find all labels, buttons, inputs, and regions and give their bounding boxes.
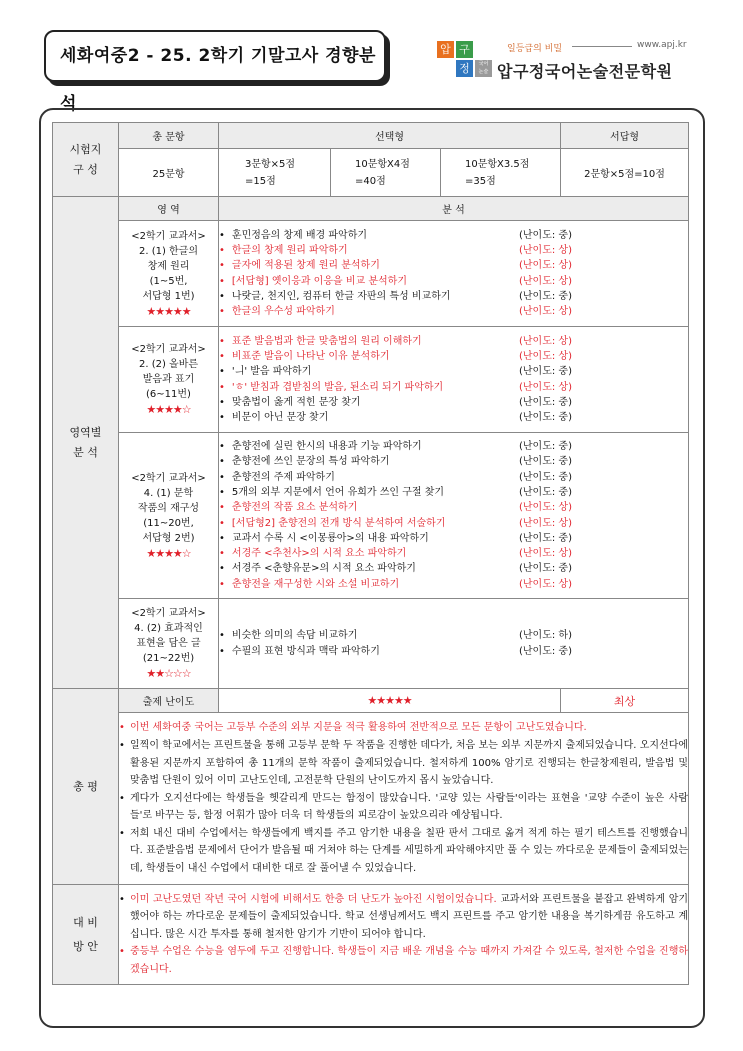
analysis-item <box>219 380 688 395</box>
choice-group-1: 3문항×5점 =15점 <box>219 149 331 197</box>
analysis-item-level: (난이도: 하) <box>519 630 572 642</box>
area-cell <box>119 221 219 327</box>
area-cell <box>119 327 219 433</box>
analysis-item-text: • 춘향전에 쓰인 문장의 특성 파악하기 <box>219 454 509 469</box>
analysis-item-level: (난이도: 중) <box>519 532 572 544</box>
choice-group-2: 10문항X4점 =40점 <box>331 149 441 197</box>
analysis-list <box>219 221 689 327</box>
analysis-item <box>219 628 688 643</box>
analysis-item-level: (난이도: 상) <box>519 502 572 514</box>
analysis-item-text: • 한글의 창제 원리 파악하기 <box>219 243 509 258</box>
analysis-item-text: • 교과서 수록 시 <이몽룡아>의 내용 파악하기 <box>219 531 509 546</box>
analysis-item <box>219 561 688 576</box>
analysis-item <box>219 364 688 379</box>
composition-label: 시험지 구 성 <box>53 123 119 197</box>
analysis-item-text: • 서경주 <춘향유문>의 시적 요소 파악하기 <box>219 561 509 576</box>
area-title: <2학기 교과서> 4. (2) 효과적인 표현을 담은 글 (21~22번) <box>131 608 206 664</box>
logo-block-green: 구 <box>456 41 473 58</box>
area-cell <box>119 433 219 599</box>
logo-url: www.apj.kr <box>637 40 687 50</box>
analysis-item-text: • 5개의 외부 지문에서 언어 유희가 쓰인 구절 찾기 <box>219 485 509 500</box>
difficulty-stars: ★★★★☆ <box>146 403 191 416</box>
analysis-item-text: • 'ㅎ' 받침과 겹받침의 발음, 된소리 되기 파악하기 <box>219 380 509 395</box>
analysis-item-level: (난이도: 중) <box>519 412 572 424</box>
analysis-item-level: (난이도: 상) <box>519 335 572 347</box>
logo-divider <box>572 46 632 47</box>
analysis-item-text: • 춘향전에 실린 한시의 내용과 기능 파악하기 <box>219 439 509 454</box>
plan-bullet: • 이미 고난도였던 작년 국어 시험에 비해서도 한층 더 난도가 높아진 시험이었습니다. 교과서와 프린트물을 붙잡고 완벽하게 암기했어야 하는 까다로운 문제들이 출제되었습니다. 학교 선생님께서도 백지 프린트를 주고 암기한 내용을 복기하게끔 유도하고 계십니다. 많은 시간 투자를 통해 철저한 암기가 기반이 되어야 합니다. <box>119 893 689 940</box>
analysis-item-level: (난이도: 상) <box>519 306 572 318</box>
analysis-item-text: • 비표준 발음이 나타난 이유 분석하기 <box>219 349 509 364</box>
analysis-item-text: • 나랏글, 천지인, 컴퓨터 한글 자판의 특성 비교하기 <box>219 289 509 304</box>
analysis-item-level: (난이도: 중) <box>519 563 572 575</box>
analysis-item-level: (난이도: 상) <box>519 548 572 560</box>
analysis-item-text: • 춘향전의 작품 요소 분석하기 <box>219 500 509 515</box>
analysis-item <box>219 454 688 469</box>
analysis-item-level: (난이도: 중) <box>519 456 572 468</box>
analysis-item-text: • 표준 발음법과 한글 맞춤법의 원리 이해하기 <box>219 334 509 349</box>
analysis-item <box>219 334 688 349</box>
logo-slogan: 일등급의 비밀 <box>507 44 563 54</box>
analysis-label: 영역별 분 석 <box>53 197 119 689</box>
analysis-list <box>219 327 689 433</box>
area-title: <2학기 교과서> 4. (1) 문학 작품의 재구성 (11~20번, 서답형 2번) <box>131 472 206 544</box>
area-title: <2학기 교과서> 2. (1) 한글의 창제 원리 (1~5번, 서답형 1번) <box>131 230 206 302</box>
analysis-item-level: (난이도: 상) <box>519 578 572 590</box>
header-choice: 선택형 <box>219 123 561 149</box>
plan-text <box>119 885 689 985</box>
analysis-item <box>219 258 688 273</box>
analysis-item <box>219 439 688 454</box>
analysis-item <box>219 349 688 364</box>
review-bullet: • 저희 내신 대비 수업에서는 학생들에게 백지를 주고 암기한 내용을 칠판 판서 그대로 옮겨 적게 하는 필기 테스트를 진행했습니다. 표준발음법 문제에서 단어가 발음될 때 거쳐야 하는 단계를 세밀하게 파악해야지만 풀 수 있는 까다로운 문제들이 출제되었는데, 학생들이 내신 수업에서 대비한 대로 잘 풀어낼 수 있었습니다. <box>119 827 689 875</box>
logo-block-blue: 정 <box>456 60 473 77</box>
logo-block-gray: 국어 논술 <box>475 60 492 77</box>
area-cell <box>119 599 219 689</box>
analysis-item-text: • [서답형] 옛이응과 이응을 비교 분석하기 <box>219 274 509 289</box>
analysis-item-text: • 글자에 적용된 창제 원리 분석하기 <box>219 258 509 273</box>
essay-count: 2문항×5점=10점 <box>561 149 689 197</box>
analysis-item-text: • 춘향전을 재구성한 시와 소설 비교하기 <box>219 577 509 592</box>
analysis-item-level: (난이도: 중) <box>519 290 572 302</box>
analysis-item <box>219 228 688 243</box>
analysis-item-text: • 수필의 표현 방식과 맥락 파악하기 <box>219 644 509 659</box>
academy-logo <box>437 33 699 89</box>
analysis-item-level: (난이도: 중) <box>519 396 572 408</box>
analysis-item <box>219 289 688 304</box>
analysis-item-level: (난이도: 중) <box>519 229 572 241</box>
choice-group-3: 10문항X3.5점 =35점 <box>441 149 561 197</box>
analysis-item <box>219 577 688 592</box>
review-label: 총 평 <box>53 689 119 885</box>
analysis-list <box>219 599 689 689</box>
plan-label: 대 비 방 안 <box>53 885 119 985</box>
difficulty-stars: ★★★★★ <box>146 304 191 318</box>
analysis-item-level: (난이도: 중) <box>519 441 572 453</box>
logo-block-orange: 압 <box>437 41 454 58</box>
analysis-item-text: • 한글의 우수성 파악하기 <box>219 304 509 319</box>
analysis-table <box>52 122 689 985</box>
header-essay: 서답형 <box>561 123 689 149</box>
analysis-item-level: (난이도: 상) <box>519 244 572 256</box>
plan-bullet: • 중등부 수업은 수능을 염두에 두고 진행합니다. 학생들이 지금 배운 개념을 수능 때까지 가져갈 수 있도록, 철저한 수업을 진행하겠습니다. <box>119 946 689 975</box>
total-count: 25문항 <box>119 149 219 197</box>
analysis-item <box>219 531 688 546</box>
logo-name: 압구정국어논술전문학원 <box>497 62 673 81</box>
analysis-item-text: • 비슷한 의미의 속담 비교하기 <box>219 628 509 643</box>
analysis-list <box>219 433 689 599</box>
analysis-item <box>219 500 688 515</box>
header-total: 총 문항 <box>119 123 219 149</box>
analysis-item-text: • 'ㅢ' 발음 파악하기 <box>219 364 509 379</box>
review-bullet: • 게다가 오지선다에는 학생들을 헷갈리게 만드는 함정이 많았습니다. '교양 있는 사람들'이라는 표현을 '교양 수준이 높은 사람들'로 바꾸는 등, 함정 어휘가 많아 더욱 더 학생들의 피로감이 높았으리라 예상됩니다. <box>119 792 689 822</box>
analysis-item <box>219 410 688 425</box>
analysis-item-level: (난이도: 상) <box>519 517 572 529</box>
analysis-item-level: (난이도: 상) <box>519 350 572 362</box>
analysis-item <box>219 644 688 659</box>
analysis-item-text: • [서답형2] 춘향전의 전개 방식 분석하여 서술하기 <box>219 516 509 531</box>
analysis-item <box>219 485 688 500</box>
analysis-item-level: (난이도: 중) <box>519 645 572 657</box>
review-bullet: • 이번 세화여중 국어는 고등부 수준의 외부 지문을 적극 활용하여 전반적으로 모든 문항이 고난도였습니다. <box>119 722 587 734</box>
review-text <box>119 713 689 885</box>
header-analysis: 분 석 <box>219 197 689 221</box>
analysis-item-text: • 훈민정음의 창제 배경 파악하기 <box>219 228 509 243</box>
analysis-item <box>219 395 688 410</box>
analysis-item <box>219 470 688 485</box>
analysis-item-level: (난이도: 중) <box>519 486 572 498</box>
analysis-item-level: (난이도: 상) <box>519 260 572 272</box>
analysis-item-level: (난이도: 상) <box>519 275 572 287</box>
overall-difficulty-stars: ★★★★★ <box>219 689 561 713</box>
difficulty-stars: ★★★★☆ <box>146 546 191 560</box>
page-title: 세화여중2 - 25. 2학기 기말고사 경향분석 <box>44 30 386 82</box>
analysis-item-level: (난이도: 중) <box>519 366 572 378</box>
overall-difficulty-value: 최상 <box>561 689 689 713</box>
difficulty-label: 출제 난이도 <box>119 689 219 713</box>
difficulty-stars: ★★☆☆☆ <box>146 667 191 680</box>
area-title: <2학기 교과서> 2. (2) 올바른 발음과 표기 (6~11번) <box>131 344 206 400</box>
analysis-item-text: • 비문이 아닌 문장 찾기 <box>219 410 509 425</box>
analysis-item <box>219 274 688 289</box>
analysis-item <box>219 243 688 258</box>
header-area: 영 역 <box>119 197 219 221</box>
analysis-item-level: (난이도: 중) <box>519 471 572 483</box>
analysis-item <box>219 304 688 319</box>
analysis-item-text: • 맞춤법이 옳게 적힌 문장 찾기 <box>219 395 509 410</box>
analysis-item-text: • 서경주 <추천사>의 시적 요소 파악하기 <box>219 546 509 561</box>
analysis-item <box>219 516 688 531</box>
analysis-item-text: • 춘향전의 주제 파악하기 <box>219 470 509 485</box>
analysis-item-level: (난이도: 상) <box>519 381 572 393</box>
review-bullet: • 일찍이 학교에서는 프린트물을 통해 고등부 문학 두 작품을 진행한 데다가, 처음 보는 외부 지문까지 출제되었습니다. 오지선다에 활용된 지문까지 포함하여 총 11개의 문학 작품이 출제되었습니다. 철저하게 100% 암기로 진행되는 한글창제원리, 발음법 및 맞춤법 단원이 있어 이미 고난도인데, 고전문학 단원의 난이도까지 몹시 높았습니다. <box>119 739 689 787</box>
analysis-item <box>219 546 688 561</box>
